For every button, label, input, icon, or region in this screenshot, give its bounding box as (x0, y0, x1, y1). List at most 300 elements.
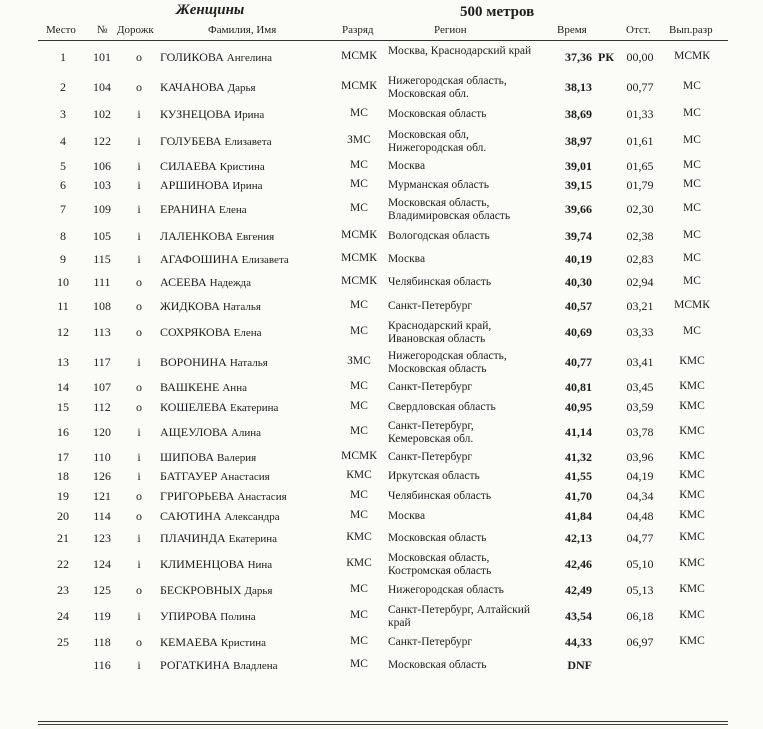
time-cell: 41,14 (565, 425, 592, 439)
athlete-given-name: Анастасия (220, 471, 270, 483)
region-cell: Нижегородская область (388, 584, 504, 596)
achieved-rank-cell: МС (683, 252, 701, 264)
gap-cell: 06,18 (626, 609, 654, 623)
place-cell: 1 (60, 50, 66, 64)
athlete-given-name: Валерия (217, 452, 257, 464)
lane-cell: o (136, 509, 142, 523)
header-num: № (97, 24, 108, 36)
achieved-rank-cell: МС (683, 80, 701, 92)
region-cell: Москва (388, 160, 426, 172)
athlete-surname: ВОРОНИНА (160, 355, 227, 369)
athlete-name-cell (160, 50, 272, 65)
rank-cell: МС (350, 380, 368, 392)
athlete-given-name: Екатерина (230, 402, 279, 414)
athlete-name-cell (160, 400, 278, 415)
time-cell: 42,49 (565, 583, 592, 597)
region-cell: Санкт-Петербург (388, 381, 473, 393)
athlete-given-name: Ирина (234, 109, 265, 121)
region-cell: Москва (388, 253, 426, 265)
bib-number-cell: 106 (93, 159, 111, 173)
time-cell: 38,13 (565, 80, 592, 94)
athlete-given-name: Алина (230, 427, 262, 439)
time-cell: 40,81 (565, 380, 592, 394)
header-name: Фамилия, Имя (208, 24, 277, 36)
athlete-given-name: Анастасия (237, 491, 287, 503)
gap-cell: 01,65 (626, 159, 654, 173)
rank-cell: МС (350, 635, 368, 647)
achieved-rank-cell: МС (683, 178, 701, 190)
time-cell: 42,46 (565, 557, 592, 571)
table-row (0, 42, 763, 73)
rank-cell: МС (350, 609, 368, 621)
table-row (0, 550, 763, 580)
athlete-surname: БЕСКРОВНЫХ (160, 583, 242, 597)
athlete-given-name: Ирина (232, 180, 263, 192)
achieved-rank-cell: МС (683, 107, 701, 119)
athlete-surname: ЕРАНИНА (160, 202, 216, 216)
lane-cell: o (136, 380, 142, 394)
lane-cell: i (137, 531, 141, 545)
lane-cell: o (136, 80, 142, 94)
athlete-surname: ГОЛУБЕВА (160, 134, 222, 148)
athlete-given-name: Елизавета (241, 254, 289, 266)
time-cell: 39,15 (565, 178, 592, 192)
table-row (0, 527, 763, 550)
athlete-name-cell (160, 469, 270, 484)
table-row (0, 73, 763, 103)
time-cell: 41,70 (565, 489, 592, 503)
lane-cell: i (137, 557, 141, 571)
athlete-name-cell (160, 107, 264, 122)
region-cell: Санкт-Петербург (388, 636, 473, 648)
time-cell: 40,77 (565, 355, 592, 369)
results-table (0, 42, 763, 677)
region-cell: Челябинская область (388, 276, 492, 288)
athlete-surname: АРШИНОВА (160, 178, 230, 192)
athlete-given-name: Полина (220, 611, 256, 623)
athlete-name-cell (160, 380, 247, 395)
table-row (0, 248, 763, 271)
athlete-name-cell (160, 489, 287, 504)
gap-cell: 04,48 (626, 509, 654, 523)
lane-cell: o (136, 635, 142, 649)
region-cell: Санкт-Петербург, Алтайский край (388, 604, 531, 629)
time-cell: 38,69 (565, 107, 592, 121)
bib-number-cell: 125 (93, 583, 111, 597)
athlete-given-name: Кристина (220, 637, 266, 649)
athlete-surname: КУЗНЕЦОВА (160, 107, 232, 121)
achieved-rank-cell: КМС (679, 469, 705, 481)
rank-cell: КМС (346, 557, 372, 569)
achieved-rank-cell: МС (683, 134, 701, 146)
table-row (0, 507, 763, 527)
achieved-rank-cell: МСМК (674, 50, 710, 62)
bib-number-cell: 113 (93, 325, 111, 339)
rank-cell: МСМК (341, 450, 377, 462)
achieved-rank-cell: КМС (679, 531, 705, 543)
region-cell: Московская область (388, 659, 487, 671)
lane-cell: o (136, 50, 142, 64)
time-cell: 42,13 (565, 531, 592, 545)
time-cell: 44,33 (565, 635, 592, 649)
place-cell: 19 (57, 489, 69, 503)
gap-cell: 01,33 (626, 107, 654, 121)
lane-cell: i (137, 609, 141, 623)
distance-title: 500 метров (460, 4, 535, 20)
lane-cell: i (137, 229, 141, 243)
athlete-given-name: Елена (233, 327, 262, 339)
lane-cell: i (137, 658, 141, 672)
place-cell: 6 (60, 178, 66, 192)
bib-number-cell: 110 (93, 450, 111, 464)
gap-cell: 05,13 (626, 583, 654, 597)
table-row (0, 157, 763, 176)
rank-cell: МС (350, 107, 368, 119)
athlete-name-cell (160, 635, 266, 650)
gap-cell: 03,96 (626, 450, 654, 464)
place-cell: 21 (57, 531, 69, 545)
lane-cell: o (136, 299, 142, 313)
achieved-rank-cell: КМС (679, 380, 705, 392)
lane-cell: i (137, 178, 141, 192)
gap-cell: 00,77 (626, 80, 654, 94)
bib-number-cell: 120 (93, 425, 111, 439)
bib-number-cell: 123 (93, 531, 111, 545)
place-cell: 25 (57, 635, 69, 649)
place-cell: 24 (57, 609, 69, 623)
athlete-name-cell (160, 80, 256, 95)
place-cell: 16 (57, 425, 69, 439)
table-row (0, 654, 763, 677)
lane-cell: i (137, 252, 141, 266)
rank-cell: МС (350, 299, 368, 311)
rank-cell: МС (350, 159, 368, 171)
lane-cell: i (137, 450, 141, 464)
time-cell: 41,55 (565, 469, 592, 483)
table-row (0, 176, 763, 195)
athlete-surname: ВАШКЕНЕ (160, 380, 220, 394)
bib-number-cell: 115 (93, 252, 111, 266)
athlete-surname: АГАФОШИНА (160, 252, 239, 266)
athlete-surname: АСЕЕВА (160, 275, 207, 289)
header-gap: Отст. (626, 24, 651, 36)
athlete-surname: КАЧАНОВА (160, 80, 225, 94)
achieved-rank-cell: КМС (679, 583, 705, 595)
achieved-rank-cell: МС (683, 159, 701, 171)
gap-cell: 04,34 (626, 489, 654, 503)
athlete-name-cell (160, 509, 280, 524)
place-cell: 12 (57, 325, 69, 339)
table-header (0, 24, 763, 38)
lane-cell: i (137, 355, 141, 369)
achieved-rank-cell: КМС (679, 425, 705, 437)
table-row (0, 632, 763, 654)
region-cell: Иркутская область (388, 470, 480, 482)
table-row (0, 295, 763, 318)
region-cell: Московская область, Владимировская область (388, 197, 511, 222)
place-cell: 15 (57, 400, 69, 414)
bib-number-cell: 119 (93, 609, 111, 623)
gap-cell: 04,19 (626, 469, 654, 483)
achieved-rank-cell: МС (683, 229, 701, 241)
region-cell: Московская обл, Нижегородская обл. (388, 129, 487, 154)
bottom-divider (38, 721, 728, 722)
achieved-rank-cell: КМС (679, 609, 705, 621)
rank-cell: МС (350, 202, 368, 214)
bib-number-cell: 104 (93, 80, 111, 94)
region-cell: Москва (388, 510, 426, 522)
athlete-name-cell (160, 159, 265, 174)
place-cell: 11 (57, 299, 69, 313)
table-row (0, 103, 763, 127)
time-cell: 40,30 (565, 275, 592, 289)
bib-number-cell: 109 (93, 202, 111, 216)
athlete-surname: КЛИМЕНЦОВА (160, 557, 245, 571)
time-cell: 41,32 (565, 450, 592, 464)
place-cell: 17 (57, 450, 69, 464)
time-cell: 39,66 (565, 202, 592, 216)
athlete-given-name: Владлена (233, 660, 278, 672)
rank-cell: МС (350, 178, 368, 190)
lane-cell: o (136, 400, 142, 414)
bib-number-cell: 121 (93, 489, 111, 503)
bib-number-cell: 108 (93, 299, 111, 313)
bib-number-cell: 112 (93, 400, 111, 414)
achieved-rank-cell: КМС (679, 450, 705, 462)
lane-cell: o (136, 275, 142, 289)
achieved-rank-cell: МСМК (674, 299, 710, 311)
athlete-given-name: Кристина (219, 161, 265, 173)
time-cell: 41,84 (565, 509, 592, 523)
gap-cell: 03,41 (626, 355, 654, 369)
time-cell: 37,36 (565, 50, 592, 64)
table-row (0, 195, 763, 225)
rank-cell: МСМК (341, 275, 377, 287)
bib-number-cell: 124 (93, 557, 111, 571)
rank-cell: МС (350, 425, 368, 437)
place-cell: 23 (57, 583, 69, 597)
gap-cell: 02,38 (626, 229, 654, 243)
gap-cell: 01,79 (626, 178, 654, 192)
rank-cell: КМС (346, 469, 372, 481)
rank-cell: МС (350, 325, 368, 337)
time-cell: DNF (567, 658, 592, 672)
athlete-surname: ГРИГОРЬЕВА (160, 489, 235, 503)
table-row (0, 348, 763, 378)
region-cell: Челябинская область (388, 490, 492, 502)
bib-number-cell: 111 (93, 275, 111, 289)
region-cell: Москва, Краснодарский край (388, 45, 532, 57)
athlete-surname: ЖИДКОВА (160, 299, 220, 313)
category-title: Женщины (176, 2, 245, 18)
achieved-rank-cell: КМС (679, 489, 705, 501)
gap-cell: 03,33 (626, 325, 654, 339)
bib-number-cell: 101 (93, 50, 111, 64)
athlete-given-name: Надежда (209, 277, 252, 289)
athlete-given-name: Елизавета (224, 136, 272, 148)
time-cell: 40,57 (565, 299, 592, 313)
table-row (0, 602, 763, 632)
athlete-name-cell (160, 425, 261, 440)
bib-number-cell: 117 (93, 355, 111, 369)
bib-number-cell: 122 (93, 134, 111, 148)
athlete-name-cell (160, 275, 251, 290)
region-cell: Санкт-Петербург (388, 300, 473, 312)
athlete-surname: ЛАЛЕНКОВА (160, 229, 234, 243)
header-done: Вып.разр (669, 24, 713, 36)
athlete-surname: БАТГАУЕР (160, 469, 218, 483)
achieved-rank-cell: КМС (679, 355, 705, 367)
lane-cell: o (136, 489, 142, 503)
table-row (0, 271, 763, 295)
bib-number-cell: 103 (93, 178, 111, 192)
header-region: Регион (434, 24, 467, 36)
place-cell: 10 (57, 275, 69, 289)
athlete-given-name: Елена (218, 204, 247, 216)
bib-number-cell: 107 (93, 380, 111, 394)
gap-cell: 03,45 (626, 380, 654, 394)
place-cell: 5 (60, 159, 66, 173)
achieved-rank-cell: МС (683, 275, 701, 287)
athlete-given-name: Дарья (227, 82, 256, 94)
athlete-name-cell (160, 355, 268, 370)
table-row (0, 467, 763, 487)
region-cell: Московская область (388, 532, 487, 544)
gap-cell: 02,83 (626, 252, 654, 266)
athlete-given-name: Дарья (244, 585, 273, 597)
table-row (0, 378, 763, 398)
lane-cell: i (137, 107, 141, 121)
region-cell: Нижегородская область, Московская область (388, 350, 507, 375)
time-cell: 38,97 (565, 134, 592, 148)
record-mark: РК (598, 50, 615, 64)
region-cell: Свердловская область (388, 401, 496, 413)
gap-cell: 05,10 (626, 557, 654, 571)
athlete-name-cell (160, 609, 256, 624)
athlete-surname: УПИРОВА (160, 609, 218, 623)
rank-cell: МСМК (341, 80, 377, 92)
athlete-given-name: Наталья (222, 301, 261, 313)
place-cell: 8 (60, 229, 66, 243)
rank-cell: МСМК (341, 50, 377, 62)
bib-number-cell: 118 (93, 635, 111, 649)
achieved-rank-cell: КМС (679, 635, 705, 647)
table-row (0, 225, 763, 248)
header-divider (38, 40, 728, 41)
rank-cell: ЗМС (347, 355, 371, 367)
place-cell: 18 (57, 469, 69, 483)
region-cell: Санкт-Петербург, Кемеровская обл. (388, 420, 474, 445)
lane-cell: i (137, 425, 141, 439)
time-cell: 40,19 (565, 252, 592, 266)
athlete-surname: САЮТИНА (160, 509, 222, 523)
gap-cell: 03,21 (626, 299, 654, 313)
bib-number-cell: 126 (93, 469, 111, 483)
athlete-name-cell (160, 557, 272, 572)
bib-number-cell: 116 (93, 658, 111, 672)
athlete-name-cell (160, 658, 278, 673)
time-cell: 40,69 (565, 325, 592, 339)
athlete-given-name: Екатерина (228, 533, 277, 545)
time-cell: 43,54 (565, 609, 592, 623)
place-cell: 2 (60, 80, 66, 94)
place-cell: 3 (60, 107, 66, 121)
athlete-surname: ШИПОВА (160, 450, 215, 464)
lane-cell: i (137, 202, 141, 216)
gap-cell: 03,78 (626, 425, 654, 439)
rank-cell: МС (350, 509, 368, 521)
bib-number-cell: 102 (93, 107, 111, 121)
rank-cell: МС (350, 658, 368, 670)
athlete-surname: КОШЕЛЕВА (160, 400, 228, 414)
bottom-divider-2 (38, 724, 728, 725)
gap-cell: 06,97 (626, 635, 654, 649)
table-row (0, 127, 763, 157)
athlete-surname: АЩЕУЛОВА (160, 425, 228, 439)
gap-cell: 01,61 (626, 134, 654, 148)
region-cell: Санкт-Петербург (388, 451, 473, 463)
header-lane: Дорожк (117, 24, 154, 36)
time-cell: 39,01 (565, 159, 592, 173)
region-cell: Московская область, Костромская область (388, 552, 492, 577)
achieved-rank-cell: МС (683, 202, 701, 214)
achieved-rank-cell: КМС (679, 509, 705, 521)
rank-cell: МСМК (341, 252, 377, 264)
time-cell: 39,74 (565, 229, 592, 243)
table-row (0, 580, 763, 602)
athlete-given-name: Нина (247, 559, 273, 571)
rank-cell: МСМК (341, 229, 377, 241)
table-row (0, 418, 763, 448)
athlete-name-cell (160, 178, 262, 193)
bib-number-cell: 105 (93, 229, 111, 243)
rank-cell: МС (350, 400, 368, 412)
place-cell: 13 (57, 355, 69, 369)
athlete-name-cell (160, 134, 272, 149)
region-cell: Московская область (388, 108, 487, 120)
athlete-name-cell (160, 583, 272, 598)
region-cell: Мурманская область (388, 179, 490, 191)
region-cell: Вологодская область (388, 230, 490, 242)
athlete-given-name: Наталья (229, 357, 268, 369)
athlete-name-cell (160, 299, 261, 314)
lane-cell: o (136, 583, 142, 597)
rank-cell: МС (350, 583, 368, 595)
place-cell: 20 (57, 509, 69, 523)
athlete-surname: РОГАТКИНА (160, 658, 231, 672)
place-cell: 4 (60, 134, 66, 148)
athlete-given-name: Ангелина (226, 52, 273, 64)
gap-cell: 00,00 (626, 50, 654, 64)
achieved-rank-cell: МС (683, 325, 701, 337)
athlete-name-cell (160, 450, 256, 465)
place-cell: 14 (57, 380, 69, 394)
region-cell: Нижегородская область, Московская обл. (388, 75, 507, 100)
header-place: Место (46, 24, 76, 36)
gap-cell: 03,59 (626, 400, 654, 414)
achieved-rank-cell: КМС (679, 400, 705, 412)
lane-cell: i (137, 469, 141, 483)
achieved-rank-cell: КМС (679, 557, 705, 569)
athlete-name-cell (160, 252, 289, 267)
time-cell: 40,95 (565, 400, 592, 414)
athlete-given-name: Александра (224, 511, 280, 523)
athlete-surname: ПЛАЧИНДА (160, 531, 226, 545)
athlete-given-name: Евгения (236, 231, 275, 243)
lane-cell: i (137, 134, 141, 148)
header-rank: Разряд (342, 24, 374, 36)
athlete-name-cell (160, 229, 274, 244)
